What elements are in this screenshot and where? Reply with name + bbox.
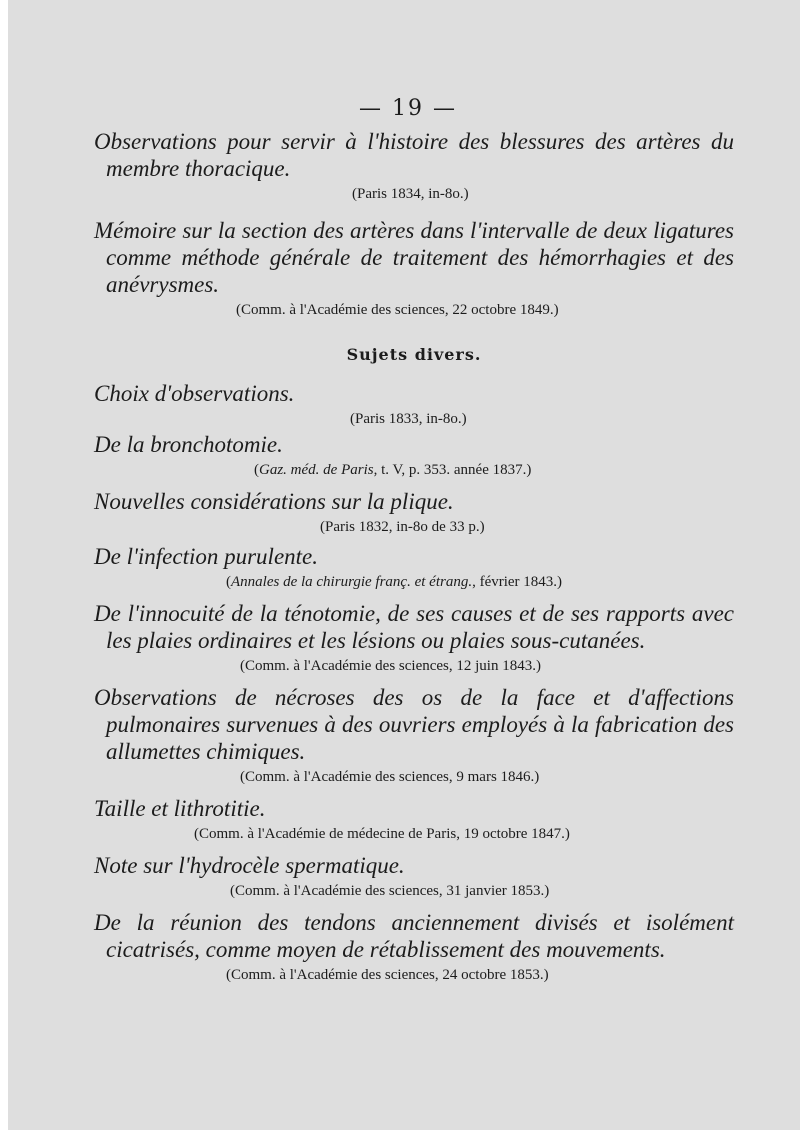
- bibliography-entry: [94, 684, 734, 787]
- entry-citation: (Comm. à l'Académie des sciences, 31 janvier 1853.): [230, 883, 550, 899]
- entry-citation: (Paris 1832, in-8o de 33 p.): [320, 519, 485, 535]
- entry-title: De l'innocuité de la ténotomie, de ses causes et de ses rapports avec les plaies ordinaires et les lésions ou plaies sous-cutanées.: [94, 601, 734, 653]
- entry-citation: (Annales de la chirurgie franç. et étrang., février 1843.): [226, 574, 563, 590]
- journal-name: Gaz. méd. de Paris: [259, 462, 374, 478]
- bibliography-entry: [94, 600, 734, 676]
- entry-citation: (Gaz. méd. de Paris, t. V, p. 353. année 1837.): [254, 462, 532, 478]
- entry-citation: (Comm. à l'Académie de médecine de Paris, 19 octobre 1847.): [194, 826, 570, 842]
- entry-citation: (Comm. à l'Académie des sciences, 24 octobre 1853.): [226, 967, 549, 983]
- bibliography-entry: [94, 128, 734, 204]
- bibliography-entry: [94, 852, 734, 901]
- entry-title: Nouvelles considérations sur la plique.: [94, 489, 454, 514]
- entry-title: Note sur l'hydrocèle spermatique.: [94, 853, 405, 878]
- page-number: — 19 —: [359, 96, 457, 121]
- entry-title: De la bronchotomie.: [94, 432, 283, 457]
- entry-citation: (Comm. à l'Académie des sciences, 22 octobre 1849.): [236, 302, 559, 318]
- bibliography-entry: [94, 795, 734, 844]
- citation-details: , t. V, p. 353. année 1837.): [373, 462, 532, 478]
- entry-title: De la réunion des tendons anciennement divisés et isolément cicatrisés, comme moyen de rétablissement des mouvements.: [94, 910, 734, 962]
- citation-details: , février 1843.): [472, 574, 563, 590]
- entry-title: De l'infection purulente.: [94, 544, 319, 569]
- section-heading: Sujets divers.: [346, 345, 482, 364]
- entry-citation: (Comm. à l'Académie des sciences, 12 juin 1843.): [240, 658, 541, 674]
- bibliography-entry: [94, 909, 734, 985]
- bibliography-entry: [94, 543, 734, 592]
- bibliography-entry: [94, 217, 734, 320]
- entry-citation: (Paris 1833, in-8o.): [350, 411, 467, 427]
- entry-citation: (Paris 1834, in-8o.): [352, 186, 469, 202]
- entry-title: Mémoire sur la section des artères dans l'intervalle de deux ligatures comme méthode générale de traitement des hémorrhagies et des anévrysmes.: [94, 218, 734, 297]
- entry-title: Choix d'observations.: [94, 381, 295, 406]
- entry-title: Observations pour servir à l'histoire des blessures des artères du membre thoracique.: [94, 129, 734, 181]
- entry-title: Taille et lithrotitie.: [94, 796, 266, 821]
- bibliography-entry: [94, 431, 734, 480]
- journal-name: Annales de la chirurgie franç. et étrang.: [231, 574, 473, 590]
- bibliography: [94, 128, 734, 985]
- entry-title: Observations de nécroses des os de la face et d'affections pulmonaires survenues à des ouvriers employés à la fabrication des allumettes chimiques.: [94, 685, 734, 764]
- bibliography-entry: [94, 488, 734, 537]
- bibliography-entry: [94, 380, 734, 429]
- entry-citation: (Comm. à l'Académie des sciences, 9 mars 1846.): [240, 769, 540, 785]
- page: [8, 0, 800, 1130]
